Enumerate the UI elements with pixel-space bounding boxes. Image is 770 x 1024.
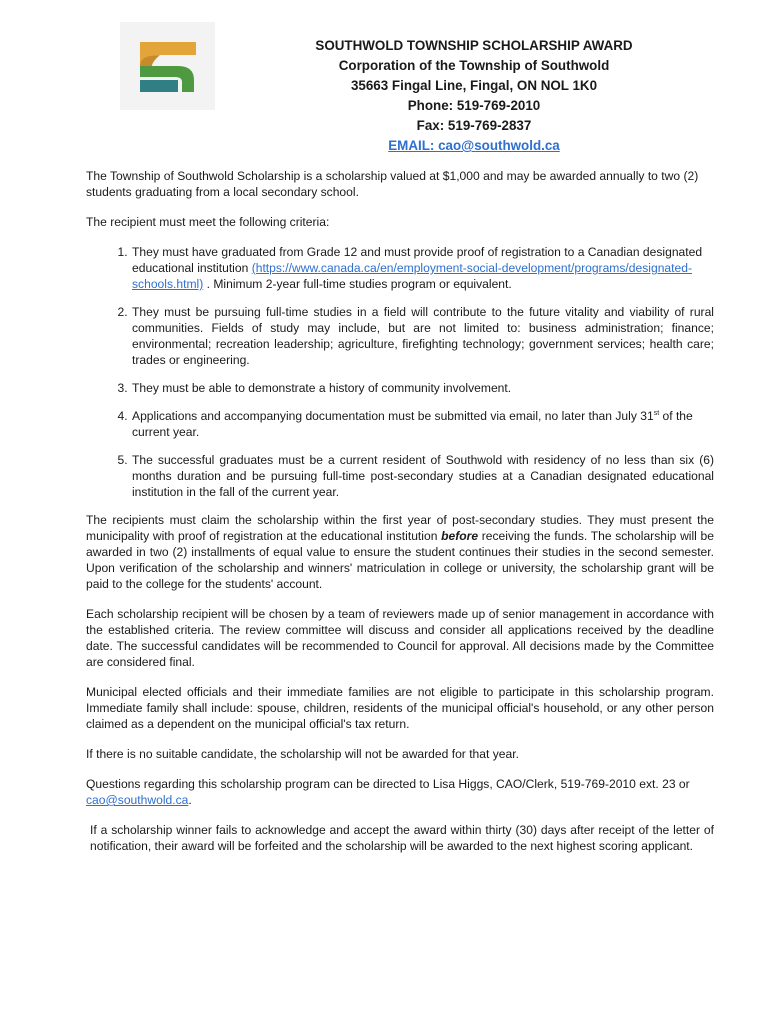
criteria-item-5: 5. The successful graduates must be a current resident of Southwold with residency of no less than six (6) months duration and be pursuing full-time post-secondary studies at a Canadian designated educational institution in the fall of the current year. [131, 452, 714, 500]
document-body [86, 168, 714, 868]
criteria-item-1: 1. They must have graduated from Grade 12 and must provide proof of registration to a Canadian designated educational institution (https://www.canada.ca/en/employment-social-development/programs/designated-schools.html) . Minimum 2-year full-time studies program or equivalent. [131, 244, 714, 292]
contact-email-link[interactable]: cao@southwold.ca [86, 793, 189, 807]
committee-paragraph: Each scholarship recipient will be chosen by a team of reviewers made up of senior management in accordance with the established criteria. The review committee will discuss and consider all applications received by the deadline date. The successful candidates will be recommended to Council for approval. All decisions made by the Committee are considered final. [86, 607, 714, 669]
southwold-logo [120, 22, 215, 110]
intro-paragraph: The Township of Southwold Scholarship is a scholarship valued at $1,000 and may be awarded annually to two (2) students graduating from a local secondary school. [86, 169, 699, 199]
no-candidate-paragraph: If there is no suitable candidate, the scholarship will not be awarded for that year. [86, 747, 519, 761]
criteria-item-2: 2. They must be pursuing full-time studies in a field will contribute to the future vitality and viability of rural communities. Fields of study may include, but are not limited to: business administration; finance; environmental; recreation leadership; agriculture, firefighting technology; government services; health care; trades or engineering. [131, 304, 714, 368]
forfeit-paragraph: If a scholarship winner fails to acknowledge and accept the award within thirty (30) days after receipt of the letter of notification, their award will be forfeited and the scholarship will be awarded to the next highest scoring applicant. [90, 823, 714, 853]
award-title: SOUTHWOLD TOWNSHIP SCHOLARSHIP AWARD [315, 38, 633, 53]
criteria-list [86, 244, 714, 500]
designated-schools-link[interactable]: (https://www.canada.ca/en/employment-social-development/programs/designated-schools.html) [132, 261, 692, 291]
phone: Phone: 519-769-2010 [407, 98, 541, 113]
letterhead [260, 36, 688, 156]
southwold-s-logo-icon [120, 22, 215, 110]
address: 35663 Fingal Line, Fingal, ON NOL 1K0 [350, 78, 598, 93]
organization-name: Corporation of the Township of Southwold [338, 58, 610, 73]
criteria-item-3: 3. They must be able to demonstrate a history of community involvement. [131, 380, 714, 396]
ineligible-paragraph: Municipal elected officials and their immediate families are not eligible to participate in this scholarship program. Immediate family shall include: spouse, children, residents of the municipal official's household, or any other person claimed as a dependent on the municipal official's tax return. [86, 685, 714, 731]
fax: Fax: 519-769-2837 [416, 118, 532, 133]
questions-paragraph: Questions regarding this scholarship program can be directed to Lisa Higgs, CAO/Clerk, 519-769-2010 ext. 23 or cao@southwold.ca. [86, 777, 690, 807]
claim-paragraph: The recipients must claim the scholarship within the first year of post-secondary studies. They must present the municipality with proof of registration at the educational institution before receiving the funds. The scholarship will be awarded in two (2) installments of equal value to ensure the student continues their studies in the second semester. Upon verification of the scholarship and winners' matriculation in college or university, the scholarship grant will be paid to the college for the students' account. [86, 513, 714, 591]
criteria-heading: The recipient must meet the following criteria: [86, 215, 330, 229]
criteria-item-4: 4. Applications and accompanying documentation must be submitted via email, no later than July 31st of the current year. [131, 408, 714, 440]
email-link[interactable]: EMAIL: cao@southwold.ca [388, 138, 560, 153]
